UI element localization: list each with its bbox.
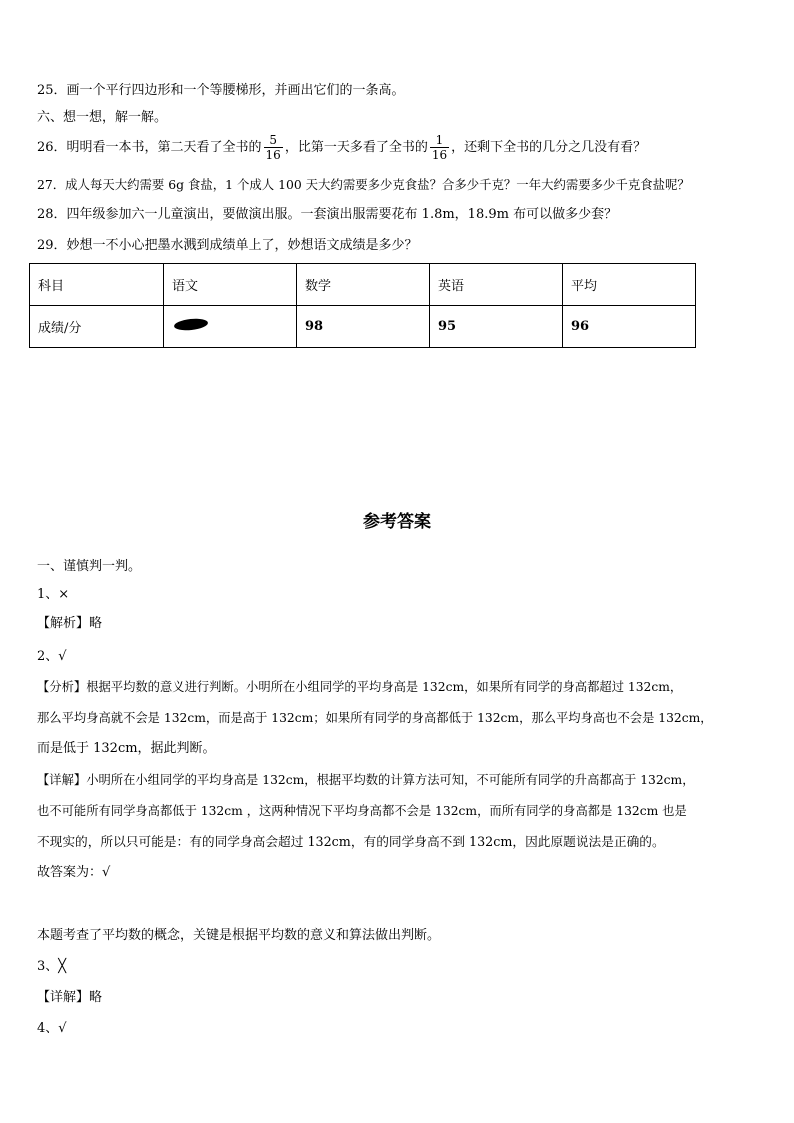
fraction-numerator: 5 — [264, 133, 283, 148]
question-29: 29．妙想一不小心把墨水溅到成绩单上了，妙想语文成绩是多少？ — [37, 238, 418, 253]
answer-2-detail-line-2: 也不可能所有同学身高都低于 132cm ，这两种情况下平均身高都不会是 132cm，而所有同学的身高都是 132cm 也是 — [37, 804, 687, 818]
header-cell-chinese: 语文 — [164, 264, 297, 306]
row-label-score: 成绩/分 — [30, 306, 164, 348]
answer-1-analysis: 【解析】略 — [37, 616, 103, 631]
header-cell-english: 英语 — [430, 264, 563, 306]
header-cell-subject: 科目 — [30, 264, 164, 306]
fraction-5-16 — [264, 133, 283, 162]
question-26-text-2: ，比第一天多看了全书的 — [284, 140, 428, 155]
question-28: 28．四年级参加六一儿童演出，要做演出服。一套演出服需要花布 1.8m，18.9m 布可以做多少套？ — [37, 207, 618, 222]
answers-title: 参考答案 — [363, 512, 431, 532]
ink-blot-icon — [174, 317, 209, 331]
fraction-1-16 — [430, 133, 449, 162]
answers-section-1: 一、谨慎判一判。 — [37, 559, 142, 574]
answer-1: 1、× — [37, 587, 70, 602]
question-25: 25．画一个平行四边形和一个等腰梯形，并画出它们的一条高。 — [37, 83, 405, 98]
cell-math-score: 98 — [297, 306, 430, 348]
section-6-heading: 六、想一想，解一解。 — [37, 110, 168, 125]
score-table — [29, 263, 696, 348]
question-26-text-1: 26．明明看一本书，第二天看了全书的 — [37, 140, 262, 155]
question-27: 27．成人每天大约需要 6g 食盐，1 个成人 100 天大约需要多少克食盐？合多少千克？一年大约需要多少千克食盐呢？ — [37, 177, 690, 192]
answer-2-detail-line-1: 【详解】小明所在小组同学的平均身高是 132cm，根据平均数的计算方法可知，不可能所有同学的升高都高于 132cm， — [37, 773, 695, 787]
header-cell-math: 数学 — [297, 264, 430, 306]
answer-2-analysis-line-3: 而是低于 132cm，据此判断。 — [37, 741, 216, 756]
cell-average-score: 96 — [563, 306, 696, 348]
answer-3: 3、╳ — [37, 959, 67, 974]
answer-2-conclusion: 故答案为：√ — [37, 865, 111, 880]
cell-chinese-ink — [164, 306, 297, 348]
answer-2-analysis-line-1: 【分析】根据平均数的意义进行判断。小明所在小组同学的平均身高是 132cm，如果所有同学的身高都超过 132cm， — [37, 680, 683, 694]
answer-4: 4、√ — [37, 1021, 67, 1036]
header-cell-average: 平均 — [563, 264, 696, 306]
answer-3-detail: 【详解】略 — [37, 990, 103, 1005]
answer-2-summary: 本题考查了平均数的概念，关键是根据平均数的意义和算法做出判断。 — [37, 928, 441, 943]
fraction-denominator: 16 — [431, 148, 448, 162]
question-26-text-3: ，还剩下全书的几分之几没有看？ — [451, 140, 647, 155]
answer-2-analysis-line-2: 那么平均身高就不会是 132cm，而是高于 132cm；如果所有同学的身高都低于 132cm，那么平均身高也不会是 132cm， — [37, 711, 713, 725]
answer-2: 2、√ — [37, 649, 67, 664]
fraction-numerator: 1 — [430, 133, 449, 148]
cell-english-score: 95 — [430, 306, 563, 348]
question-26 — [37, 131, 646, 165]
table-header-row — [30, 264, 696, 306]
fraction-denominator: 16 — [265, 148, 281, 162]
table-row — [30, 306, 696, 348]
answer-2-detail-line-3: 不现实的，所以只可能是：有的同学身高会超过 132cm，有的同学身高不到 132cm，因此原题说法是正确的。 — [37, 834, 665, 849]
